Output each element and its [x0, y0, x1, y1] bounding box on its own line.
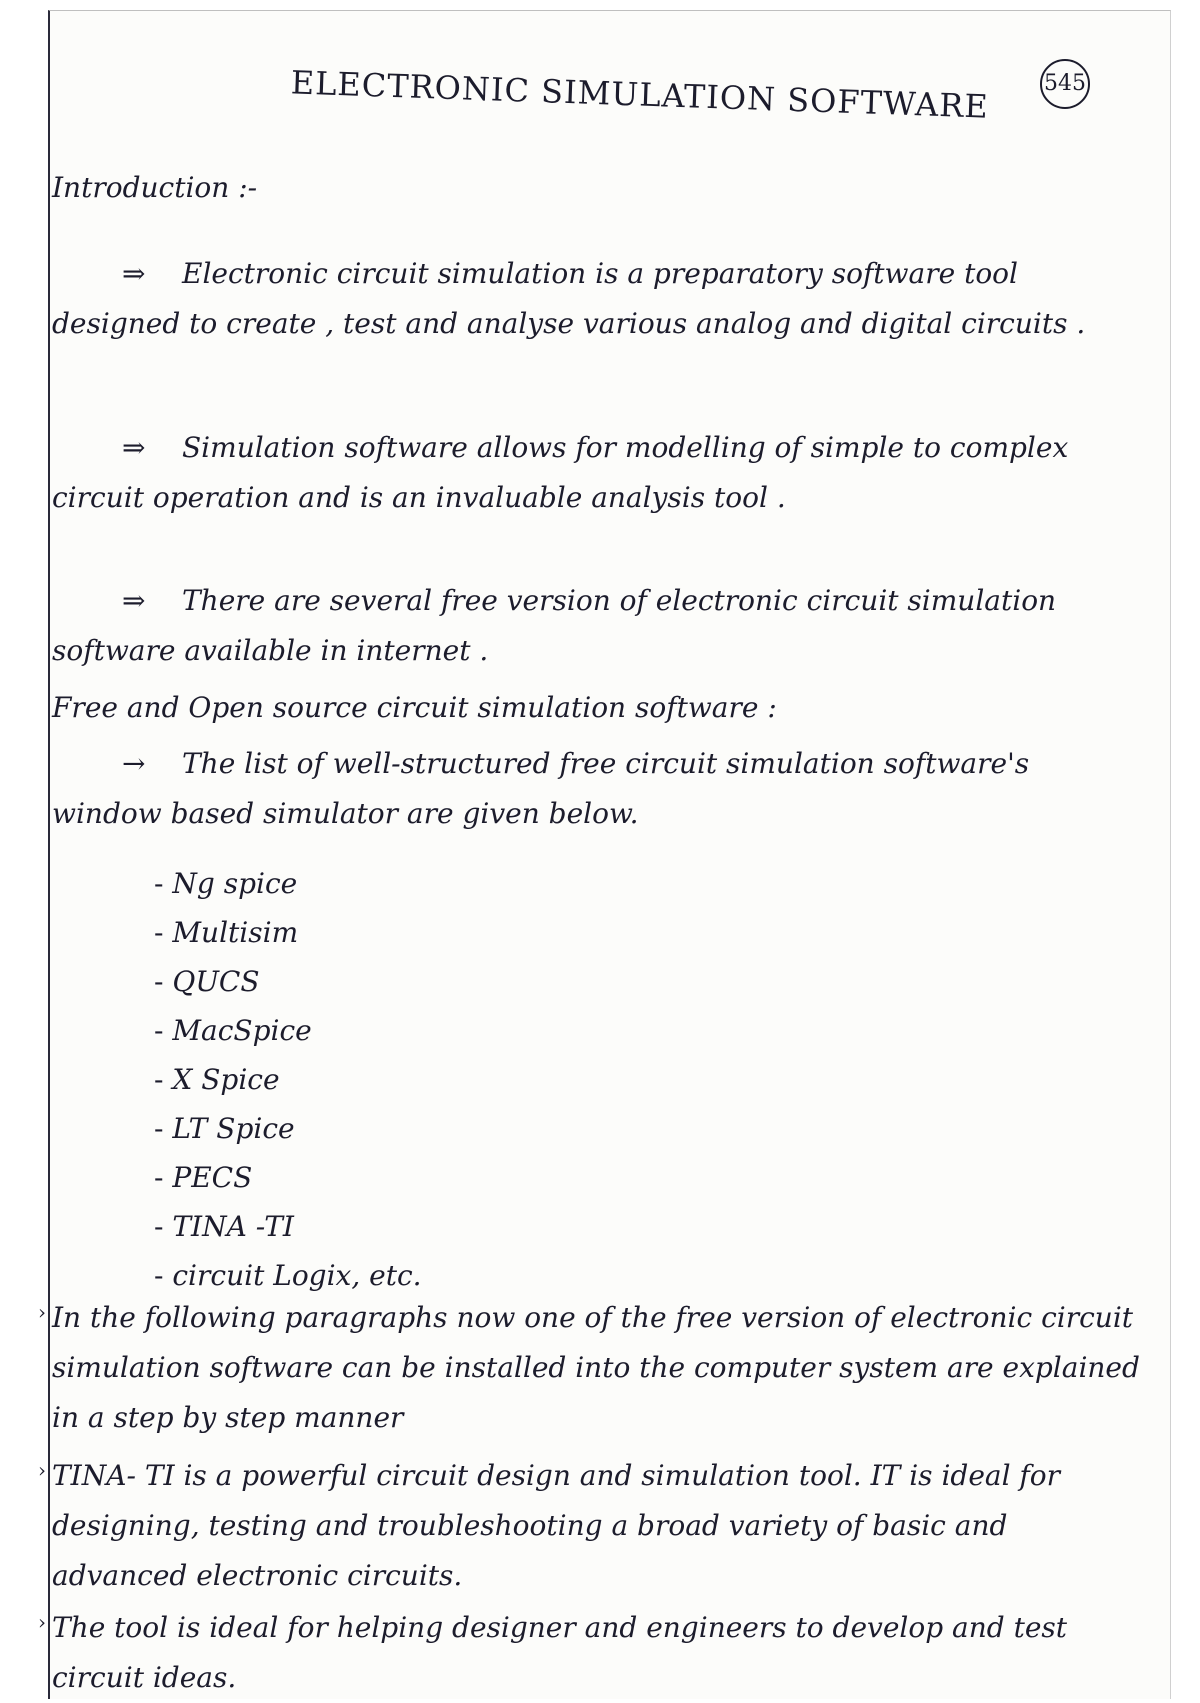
bullet-icon: › [38, 1458, 46, 1482]
list-intro [52, 739, 1142, 839]
bullet-text: In the following paragraphs now one of the free version of electronic circuit simulation software can be installed into the computer system are explained in a step by step manner [52, 1301, 1140, 1434]
bullet-icon: › [38, 1610, 46, 1634]
list-intro-text: The list of well-structured free circuit simulation software's window based simulator are given below. [52, 747, 1030, 830]
bullet-paragraph [38, 1603, 1142, 1703]
list-item: - circuit Logix, etc. [154, 1251, 422, 1300]
list-item: - Ng spice [154, 859, 422, 908]
list-item: - MacSpice [154, 1006, 422, 1055]
bullet-icon: › [38, 1300, 46, 1324]
list-item: - LT Spice [154, 1104, 422, 1153]
page-title: ELECTRONIC SIMULATION SOFTWARE [290, 63, 990, 126]
bullet-text: The tool is ideal for helping designer and engineers to develop and test circuit ideas. [52, 1611, 1068, 1694]
paragraph-text: Electronic circuit simulation is a preparatory software tool designed to create , test and analyse various analog and digital circuits . [52, 257, 1086, 340]
simulator-list [154, 859, 422, 1300]
bullet-text: TINA- TI is a powerful circuit design and simulation tool. IT is ideal for designing, testing and troubleshooting a broad variety of basic and advanced electronic circuits. [52, 1459, 1061, 1592]
arrow-icon: ⇒ [122, 257, 146, 290]
free-software-heading: Free and Open source circuit simulation software : [52, 691, 777, 724]
arrow-icon: ⇒ [122, 584, 146, 617]
list-item: - TINA -TI [154, 1202, 422, 1251]
paragraph-text: There are several free version of electronic circuit simulation software available in internet . [52, 584, 1057, 667]
introduction-heading: Introduction :- [52, 171, 258, 204]
list-item: - PECS [154, 1153, 422, 1202]
paragraph-text: Simulation software allows for modelling of simple to complex circuit operation and is an invaluable analysis tool . [52, 431, 1069, 514]
paragraph [52, 576, 1142, 676]
list-item: - Multisim [154, 908, 422, 957]
list-item: - X Spice [154, 1055, 422, 1104]
arrow-icon: ⇒ [122, 431, 146, 464]
arrow-icon: → [122, 747, 146, 780]
notebook-page [38, 10, 1171, 1699]
bullet-paragraph [38, 1451, 1142, 1600]
paragraph [52, 249, 1142, 349]
paragraph [52, 423, 1142, 523]
page-number: 545 [1040, 59, 1090, 109]
list-item: - QUCS [154, 957, 422, 1006]
bullet-paragraph [38, 1293, 1142, 1442]
